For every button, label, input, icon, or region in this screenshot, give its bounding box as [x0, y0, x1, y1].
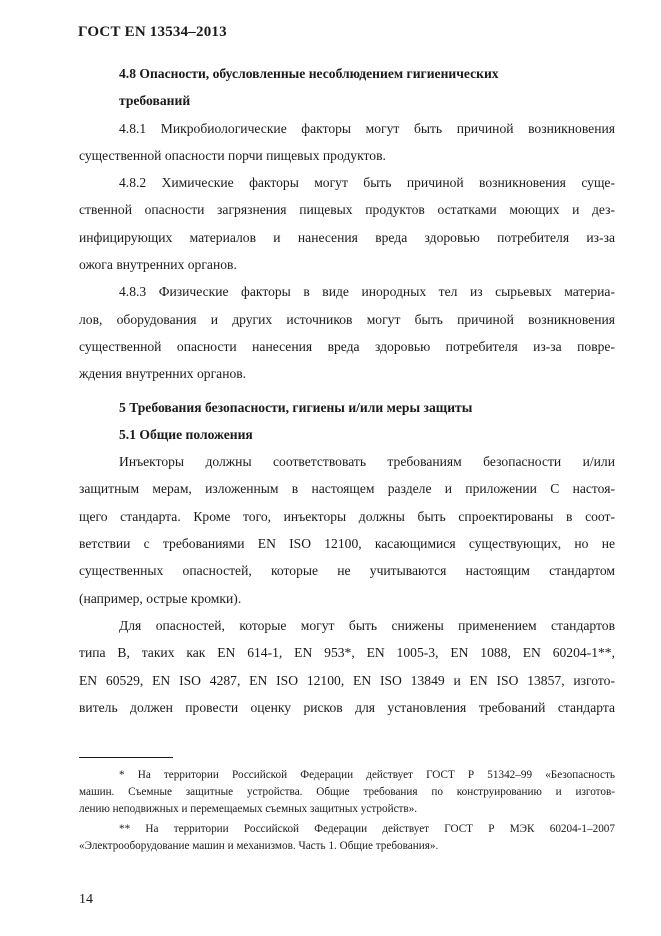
para-4-8-3-line: лов, оборудования и других источников могут быть причиной возникновения — [79, 311, 615, 327]
para-4-8-2-line: ственной опасности загрязнения пищевых продуктов остатками моющих и дез- — [79, 202, 615, 218]
footnote-divider — [79, 757, 173, 758]
para-4-8-3-line: существенной опасности нанесения вреда здоровью потребителя из-за повре- — [79, 338, 615, 354]
para-4-8-3-line: ждения внутренних органов. — [79, 366, 247, 382]
page-number: 14 — [79, 892, 93, 907]
para-4-8-2-line: инфицирующих материалов и нанесения вреда здоровью потребителя из-за — [79, 229, 615, 245]
para-5-1-a-line: существенных опасностей, которые не учитываются настоящим стандартом — [79, 563, 615, 579]
para-5-1-a-line: ветствии с требованиями EN ISO 12100, касающимися существующих, но не — [79, 536, 615, 552]
para-4-8-2-line: 4.8.2 Химические факторы могут быть причиной возникновения суще- — [119, 175, 615, 191]
para-5-1-b-line: витель должен провести оценку рисков для установления требований стандарта — [79, 699, 615, 715]
footnote-2-line: ** На территории Российской Федерации действует ГОСТ Р МЭК 60204-1–2007 — [119, 823, 615, 836]
document-header: ГОСТ EN 13534–2013 — [78, 24, 227, 40]
para-5-1-b-line: EN 60529, EN ISO 4287, EN ISO 12100, EN ISO 13849 и EN ISO 13857, изгото- — [79, 672, 615, 688]
footnotes — [79, 767, 615, 855]
para-5-1-a-line: (например, острые кромки). — [79, 590, 242, 606]
para-5-1-a-line: Инъекторы должны соответствовать требованиям безопасности и/или — [119, 454, 615, 470]
footnote-2-line: «Электрооборудование машин и механизмов. Часть 1. Общие требования». — [79, 840, 439, 853]
footnote-1-line: * На территории Российской Федерации действует ГОСТ Р 51342–99 «Безопасность — [119, 769, 615, 781]
para-4-8-1-line: 4.8.1 Микробиологические факторы могут быть причиной возникновения — [119, 120, 615, 136]
footnote-1-line: машин. Съемные защитные устройства. Общие требования по конструированию и изготов- — [79, 785, 615, 798]
para-5-1-b-line: типа В, таких как EN 614-1, EN 953*, EN 1005-3, EN 1088, EN 60204-1**, — [79, 645, 615, 661]
para-5-1-b-line: Для опасностей, которые могут быть снижены применением стандартов — [119, 617, 615, 633]
para-5-1-a-line: щего стандарта. Кроме того, инъекторы должны быть спроектированы в соот- — [79, 508, 615, 524]
section-4-8-heading-line-2: требований — [119, 93, 191, 109]
footnote-1-line: лению неподвижных и перемещаемых съемных защитных устройств». — [79, 802, 418, 815]
para-5-1-a-line: защитным мерам, изложенным в настоящем разделе и приложении С настоя- — [79, 481, 615, 497]
main-content — [79, 60, 615, 721]
section-5-1-subheading: 5.1 Общие положения — [119, 426, 253, 442]
section-5-heading: 5 Требования безопасности, гигиены и/или меры защиты — [119, 399, 473, 415]
para-4-8-1-line: существенной опасности порчи пищевых продуктов. — [79, 147, 386, 163]
para-4-8-2-line: ожога внутренних органов. — [79, 257, 237, 273]
para-4-8-3-line: 4.8.3 Физические факторы в виде инородных тел из сырьевых материа- — [119, 284, 615, 300]
section-4-8-heading-line-1: 4.8 Опасности, обусловленные несоблюдением гигиенических — [119, 66, 499, 81]
